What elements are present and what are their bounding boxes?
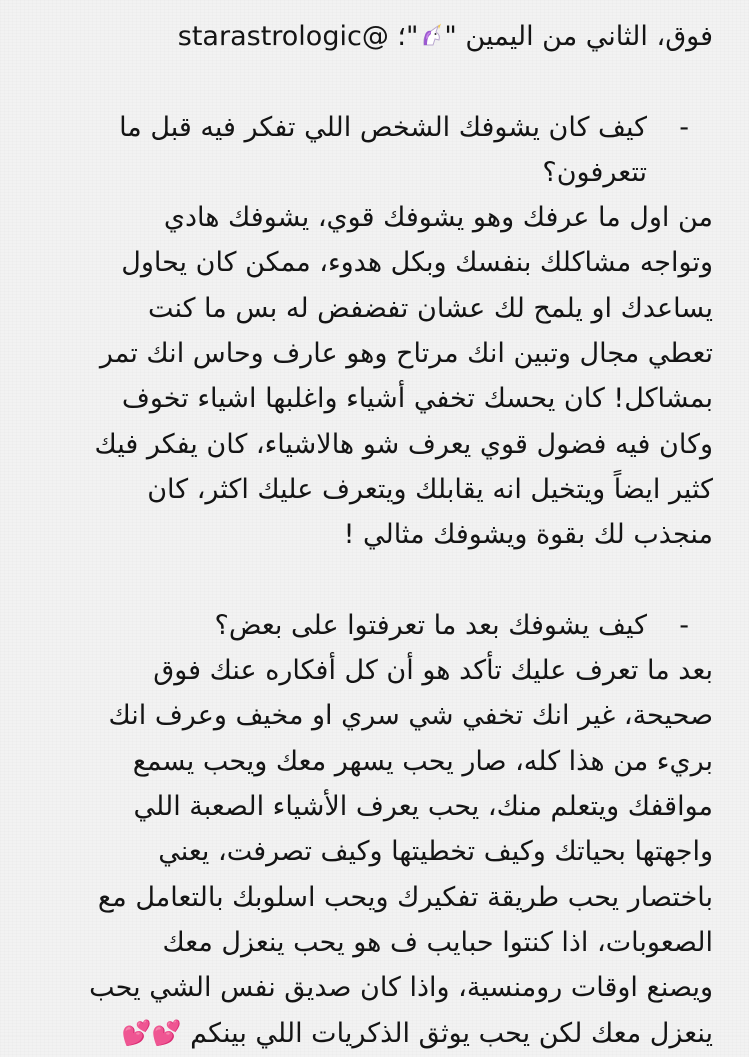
section1-body-line: وتواجه مشاكلك بنفسك وبكل هدوء، ممكن كان يحاول xyxy=(121,247,713,279)
section1-question-wrap: تتعرفون؟ xyxy=(542,156,647,188)
section2-body-line: مواقفك ويتعلم منك، يحب يعرف الأشياء الصعبة اللي xyxy=(133,791,713,823)
section2-body-line: واجهتها بحياتك وكيف تخطيتها وكيف تصرفت، يعني xyxy=(158,836,713,868)
section2-body-line: صحيحة، غير انك تخفي شي سري او مخيف وعرف انك xyxy=(108,700,713,732)
section2-body-line: بعد ما تعرف عليك تأكد هو أن كل أفكاره عنك فوق xyxy=(153,655,713,687)
spacer xyxy=(50,59,713,104)
bullet-dash: - xyxy=(679,111,689,143)
section1-body-line: من اول ما عرفك وهو يشوفك قوي، يشوفك هادي xyxy=(163,202,713,234)
section2-question xyxy=(50,603,713,648)
header-text-before: فوق، الثاني من اليمين " xyxy=(444,21,713,52)
section1-body xyxy=(50,195,713,557)
header-text-after: "؛ @starastrologic xyxy=(177,21,419,52)
two-hearts-icon: 💕💕 xyxy=(121,1019,182,1048)
section1-body-line: بمشاكل! كان يحسك تخفي أشياء واغلبها اشياء تخوف xyxy=(121,383,713,415)
spacer xyxy=(50,558,713,603)
section2-body-line: بريء من هذا كله، صار يحب يسهر معك ويحب يسمع xyxy=(132,745,713,777)
section2-last-line-text: ينعزل معك لكن يحب يوثق الذكريات اللي بينكم xyxy=(190,1017,713,1049)
bullet-dash: - xyxy=(679,609,689,641)
section2-question-text: كيف يشوفك بعد ما تعرفتوا على بعض؟ xyxy=(214,609,647,641)
section1-body-line: وكان فيه فضول قوي يعرف شو هالاشياء، كان يفكر فيك xyxy=(94,428,713,460)
unicorn-icon xyxy=(418,18,444,44)
section2-body xyxy=(50,648,713,1057)
section2-body-line: ويصنع اوقات رومنسية، واذا كان صديق نفس الشي يحب xyxy=(89,972,713,1004)
section1-question xyxy=(50,105,713,150)
section2-body-line: باختصار يحب طريقة تفكيرك ويحب اسلوبك بالتعامل مع xyxy=(97,881,713,913)
section1-body-line: كثير ايضاً ويتخيل انه يقابلك ويتعرف عليك اكثر، كان xyxy=(147,473,713,505)
section2-last-line xyxy=(50,1011,713,1057)
header-line xyxy=(50,14,713,59)
section1-body-line: يساعدك او يلمح لك عشان تفضفض له بس ما كنت xyxy=(147,292,713,324)
section1-body-line: تعطي مجال وتبين انك مرتاح وهو عارف وحاس انك تمر xyxy=(99,338,713,370)
section1-body-line: منجذب لك بقوة ويشوفك مثالي ! xyxy=(343,519,713,551)
section2-body-line: الصعوبات، اذا كنتوا حبايب ف هو يحب ينعزل معك xyxy=(162,926,713,958)
section1-question-text: كيف كان يشوفك الشخص اللي تفكر فيه قبل ما xyxy=(119,111,647,143)
